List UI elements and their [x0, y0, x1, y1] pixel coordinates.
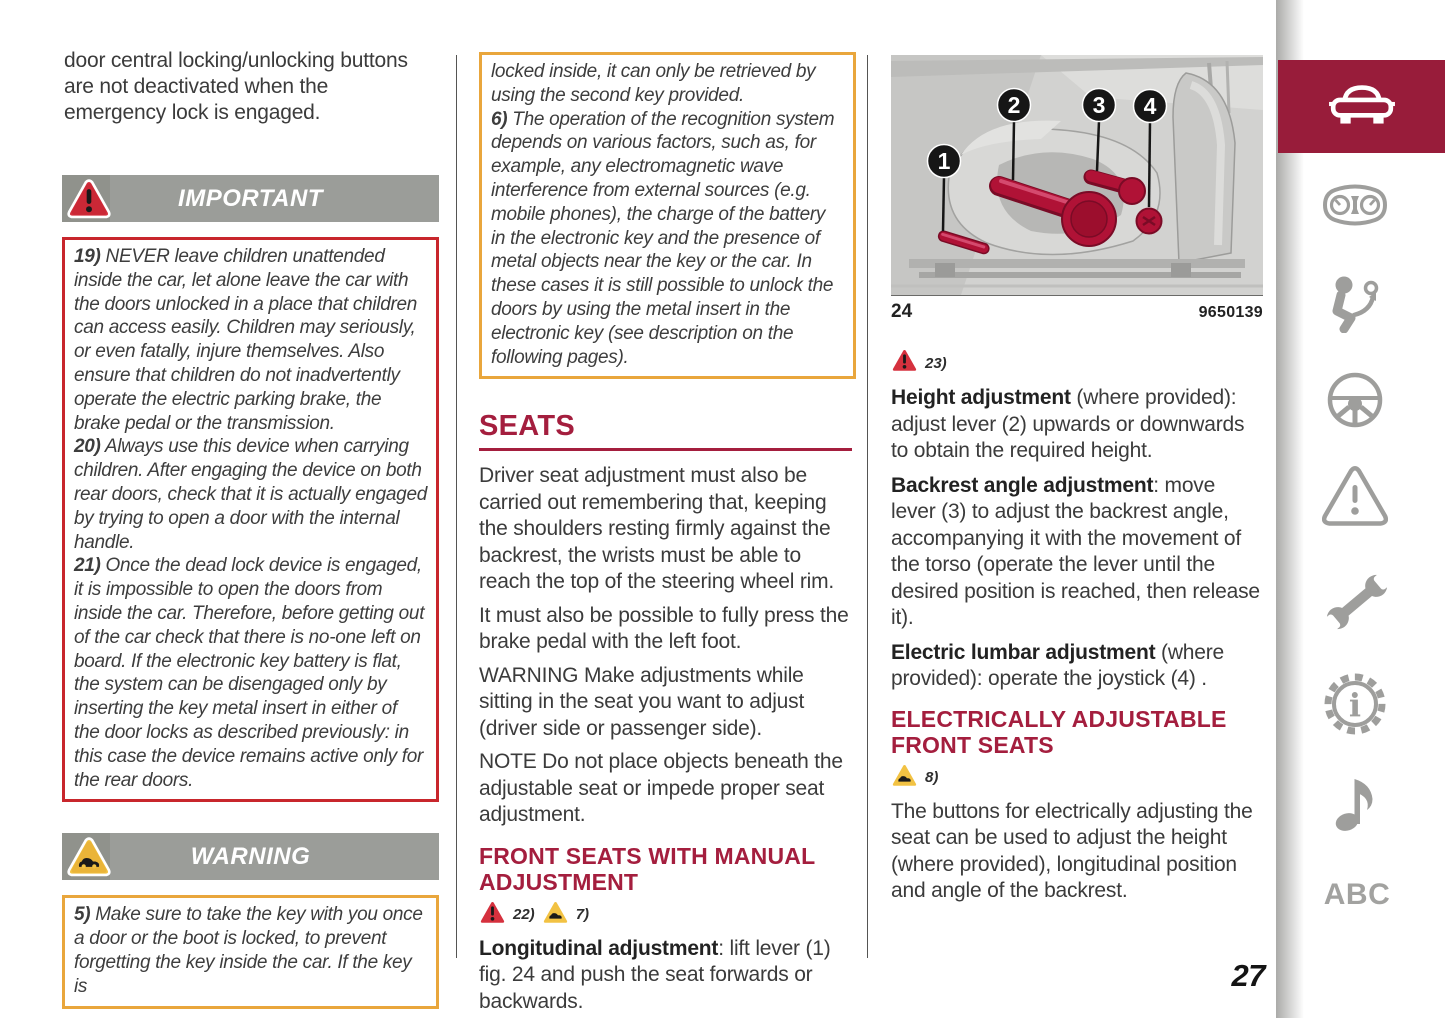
figure-callout-1: [928, 145, 961, 178]
svg-text:4: 4: [1143, 93, 1157, 119]
warning-yellow-triangle-icon: [542, 900, 569, 930]
warning-triangle-icon: [1322, 465, 1388, 527]
dashboard-gauges-icon: [1323, 183, 1387, 227]
reference-label: 7): [575, 906, 590, 924]
sidebar-item-warnings[interactable]: [1322, 465, 1388, 532]
important-banner: [62, 175, 439, 222]
seats-paragraph: NOTE Do not place objects beneath the adjustable seat or impede proper seat adjustment.: [479, 750, 843, 827]
note-item: locked inside, it can only be retrieved by using the second key provided.: [491, 61, 816, 106]
reference-icons-row: [891, 765, 1263, 791]
warning-yellow-triangle-icon: [67, 836, 111, 883]
wrench-icon: [1319, 564, 1395, 640]
sidebar-item-index[interactable]: [1322, 878, 1392, 912]
reference-icons-row: [891, 350, 1263, 376]
reference-label: 22): [513, 906, 535, 924]
important-note-box: [62, 237, 439, 802]
svg-text:3: 3: [1092, 92, 1106, 118]
note-item: 20) Always use this device when carrying children. After engaging the device on both rear doors, check that it is actually engaged by trying to open a door with the internal handle.: [74, 436, 427, 553]
sidebar-item-maintenance[interactable]: [1319, 564, 1395, 645]
svg-text:i: i: [1348, 686, 1362, 724]
warning-banner: [62, 833, 439, 880]
figure-callout-2: [998, 89, 1031, 122]
info-gear-icon: [1322, 671, 1388, 737]
figure-number: 24: [891, 301, 913, 322]
lumbar-adjustment-paragraph: Electric lumbar adjustment (where provided): operate the joystick (4) .: [891, 640, 1225, 690]
seats-heading: SEATS: [479, 410, 852, 451]
sidebar-item-safety[interactable]: [1324, 275, 1386, 338]
electric-seats-heading: ELECTRICALLY ADJUSTABLE FRONT SEATS: [891, 705, 1227, 758]
note-item: 21) Once the dead lock device is engaged, it is impossible to open the doors from inside the car. Therefore, before getting out of the car check that there is no-one left on board. If the electronic key battery is flat, the system can be disengaged only by inserting the key metal insert in either of the door locks as described previously: in this case the device remains active only for the rear doors.: [74, 555, 425, 791]
sidebar-item-dashboard[interactable]: [1323, 183, 1387, 232]
car-front-icon: [1327, 80, 1397, 133]
note-item: 6) The operation of the recognition system depends on various factors, such as, for example, any electromagnetic wave interference from external sources (e.g. mobile phones), the charge of the battery in the electronic key and the presence of metal objects near the key or the car. In these cases it is still possible to unlock the doors by using the metal insert in the electronic key (see description on the following pages).: [491, 108, 835, 368]
column-divider: [867, 55, 868, 958]
electric-seats-paragraph: The buttons for electrically adjusting the seat can be used to adjust the height (where provided), longitudinal position and angle of the backrest.: [891, 799, 1253, 902]
seat-adjustment-figure: [891, 55, 1263, 296]
note-item: 5) Make sure to take the key with you once a door or the boot is locked, to prevent forgetting the key inside the car. If the key is: [74, 904, 423, 997]
steering-wheel-icon: [1326, 371, 1384, 429]
manual-adjustment-heading: FRONT SEATS WITH MANUAL ADJUSTMENT: [479, 842, 815, 895]
right-column: [891, 55, 1263, 905]
adjustment-items: [891, 385, 1263, 693]
sidebar-tab-car-active[interactable]: [1278, 60, 1445, 153]
reference-label: 8): [925, 769, 939, 786]
figure-callout-4: [1134, 90, 1167, 123]
important-banner-label: IMPORTANT: [178, 185, 323, 212]
music-note-icon: [1327, 770, 1383, 834]
column-divider: [456, 55, 457, 958]
seat-figure-graphic: [891, 55, 1263, 295]
warning-banner-label: WARNING: [190, 843, 311, 871]
reference-label: 23): [925, 354, 947, 372]
reference-icons-row: [479, 902, 852, 928]
airbag-safety-icon: [1324, 275, 1386, 333]
abc-index-icon: ABC: [1323, 878, 1391, 911]
sidebar-item-multimedia[interactable]: [1327, 770, 1383, 839]
warning-red-triangle-icon: [67, 178, 111, 225]
seats-section: [479, 410, 852, 1015]
backrest-adjustment-paragraph: Backrest angle adjustment: move lever (3) to adjust the backrest angle, accompanying it with the movement of the torso (operate the lever until the desired position is reached, then release it).: [891, 473, 1260, 629]
warning-note-box-continued: [479, 52, 856, 379]
sidebar-item-technical-info[interactable]: [1322, 671, 1388, 742]
seats-paragraph: Driver seat adjustment must also be carried out remembering that, keeping the shoulders resting firmly against the backrest, the wrists must be able to reach the top of the steering wheel rim.: [479, 464, 835, 594]
figure-callout-3: [1083, 89, 1116, 122]
seats-paragraph: WARNING Make adjustments while sitting in the seat you want to adjust (driver side or passenger side).: [479, 663, 805, 740]
warning-red-triangle-icon: [479, 900, 506, 930]
note-item: 19) NEVER leave children unattended inside the car, let alone leave the car with the doors unlocked in a place that children can access easily. Children may seriously, or even fatally, injure themselves. Also ensure that children do not inadvertently operate the electric parking brake, the brake pedal or the transmission.: [74, 246, 418, 434]
height-adjustment-paragraph: Height adjustment (where provided): adjust lever (2) upwards or downwards to obtain the required height.: [891, 386, 1245, 462]
svg-text:1: 1: [937, 148, 951, 174]
warning-note-box: [62, 895, 439, 1008]
middle-column: [479, 52, 852, 1015]
figure-caption: [891, 301, 1263, 323]
warning-red-triangle-icon: [891, 348, 918, 378]
figure-code: 9650139: [1198, 304, 1263, 321]
left-column: [62, 48, 439, 1009]
svg-text:2: 2: [1007, 92, 1021, 118]
warning-yellow-triangle-icon: [891, 763, 918, 793]
longitudinal-paragraph: Longitudinal adjustment: lift lever (1) fig. 24 and push the seat forwards or backwards.: [479, 936, 831, 1013]
seats-paragraph: It must also be possible to fully press the brake pedal with the left foot.: [479, 603, 849, 654]
intro-paragraph: door central locking/unlocking buttons are not deactivated when the emergency lock is engaged.: [64, 49, 408, 124]
page-number: 27: [1231, 958, 1265, 993]
sidebar-item-steering[interactable]: [1326, 371, 1384, 434]
